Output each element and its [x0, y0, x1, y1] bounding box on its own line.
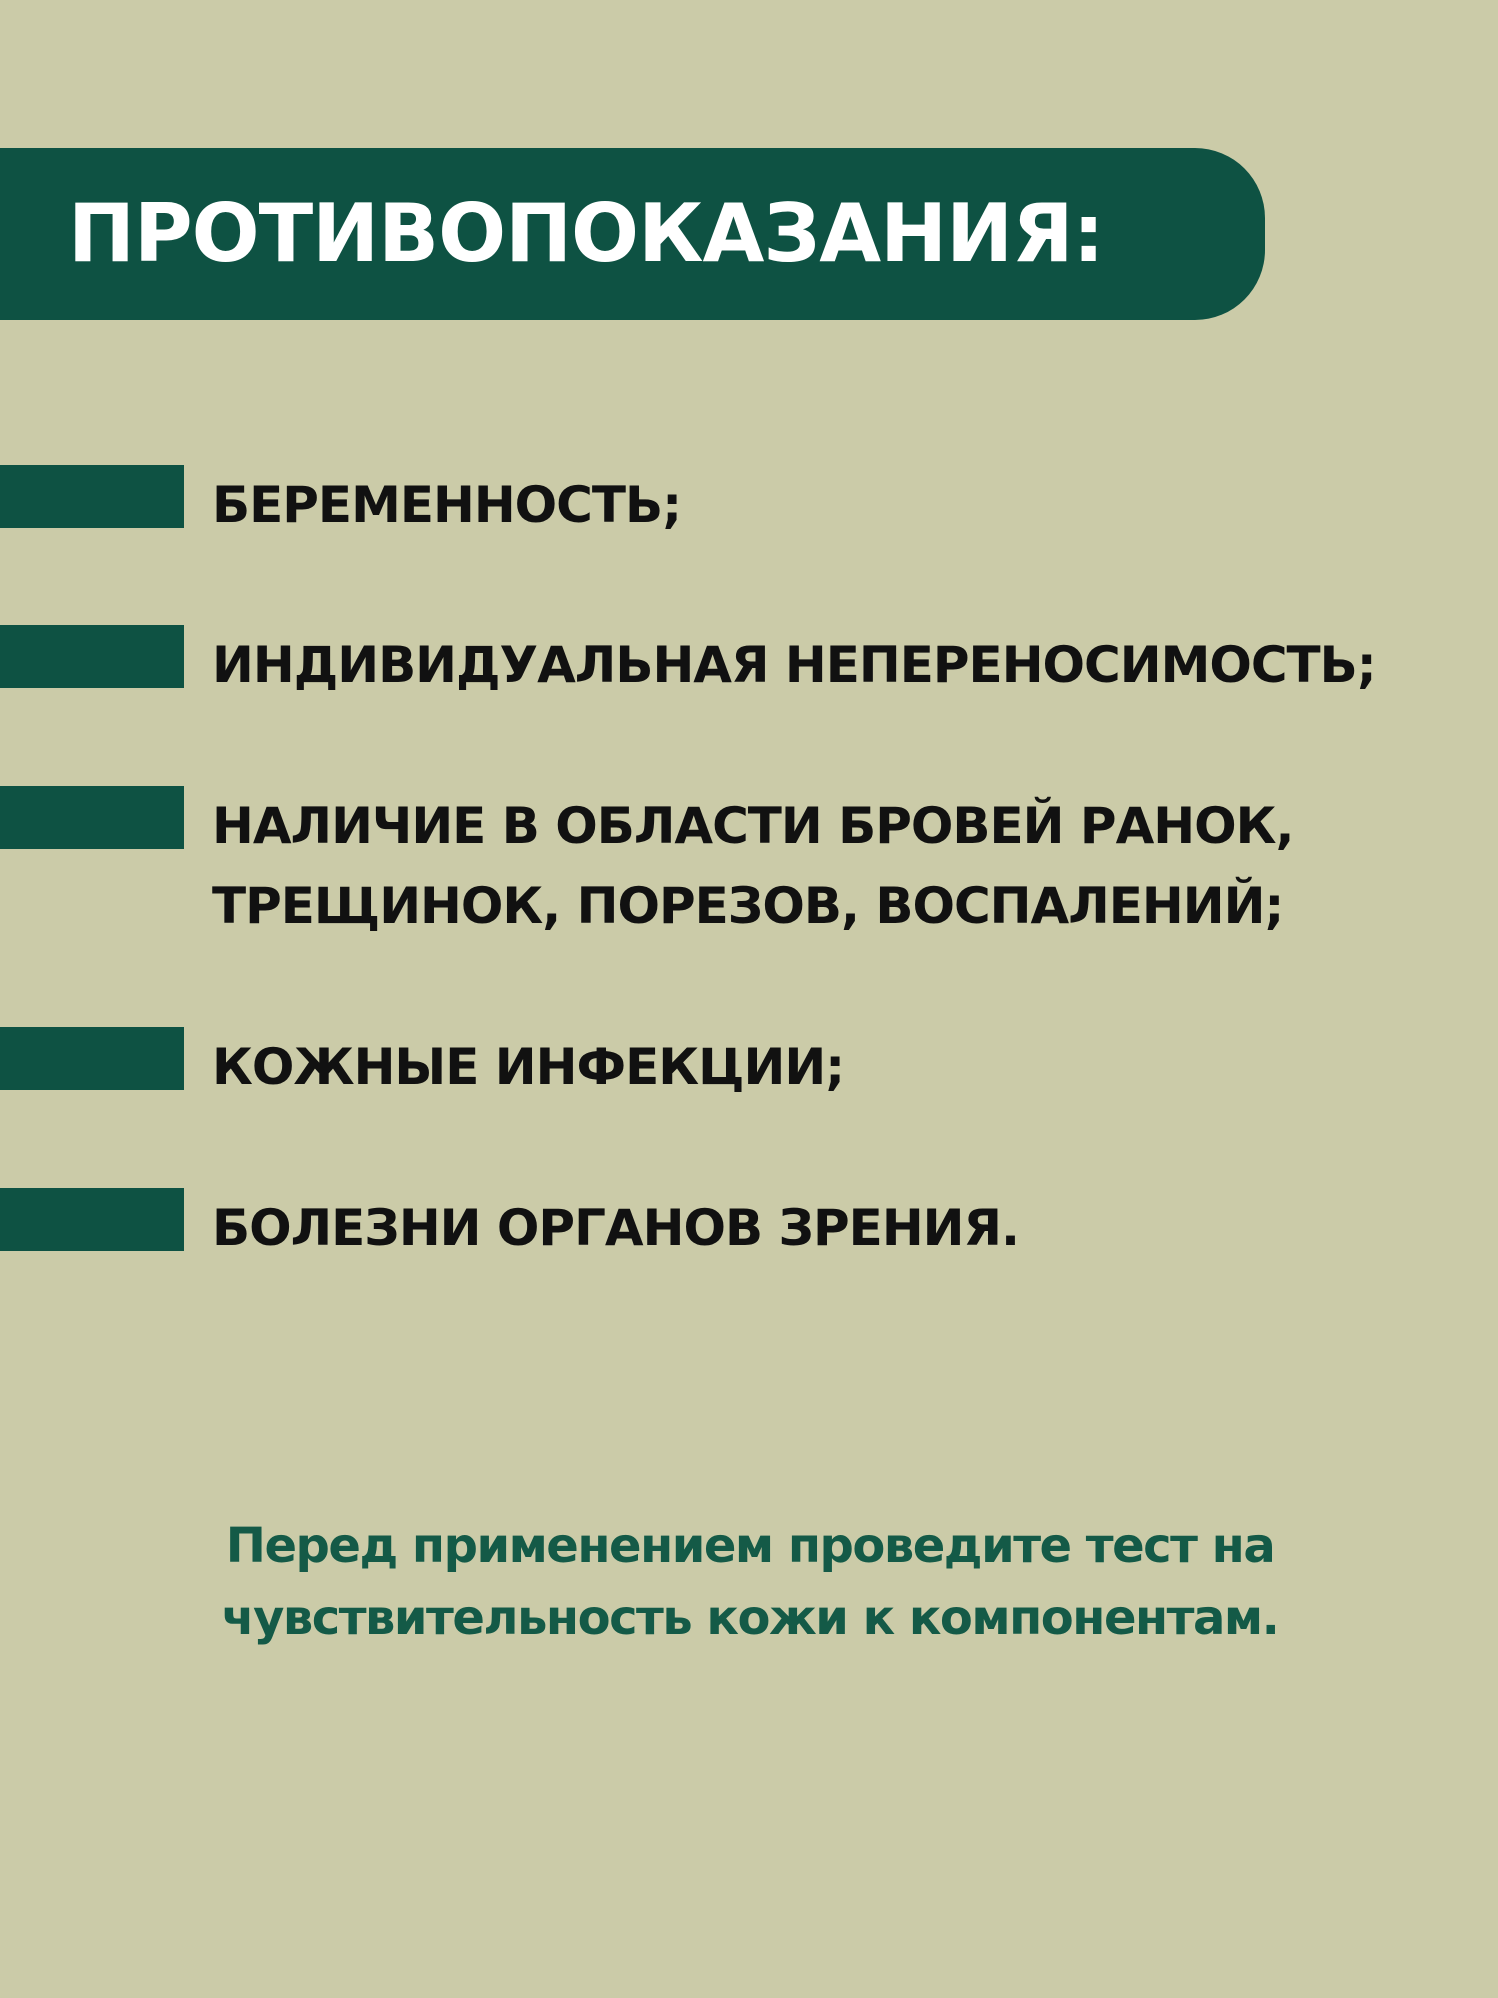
note-line: Перед применением проведите тест на — [225, 1518, 1275, 1574]
list-item-text — [212, 625, 1482, 705]
list-item-text — [212, 1027, 1482, 1107]
title-banner — [0, 148, 1265, 320]
list-item-line: КОЖНЫЕ ИНФЕКЦИИ; — [212, 1038, 845, 1096]
bullet-bar — [0, 1188, 184, 1251]
list-item-text — [212, 465, 1482, 545]
list-item-line: БОЛЕЗНИ ОРГАНОВ ЗРЕНИЯ. — [212, 1199, 1020, 1257]
bullet-bar — [0, 1027, 184, 1090]
list-item-text — [212, 1188, 1482, 1268]
bullet-bar — [0, 625, 184, 688]
skin-test-note — [150, 1510, 1350, 1654]
list-item-line: НАЛИЧИЕ В ОБЛАСТИ БРОВЕЙ РАНОК, — [212, 797, 1294, 855]
list-item-line: ТРЕЩИНОК, ПОРЕЗОВ, ВОСПАЛЕНИЙ; — [212, 877, 1284, 935]
list-item-line: ИНДИВИДУАЛЬНАЯ НЕПЕРЕНОСИМОСТЬ; — [212, 636, 1376, 694]
page-title: ПРОТИВОПОКАЗАНИЯ: — [68, 187, 1104, 280]
list-item-text — [212, 786, 1482, 946]
list-item-line: БЕРЕМЕННОСТЬ; — [212, 476, 682, 534]
bullet-bar — [0, 465, 184, 528]
bullet-bar — [0, 786, 184, 849]
note-line: чувствительность кожи к компонентам. — [221, 1590, 1279, 1646]
